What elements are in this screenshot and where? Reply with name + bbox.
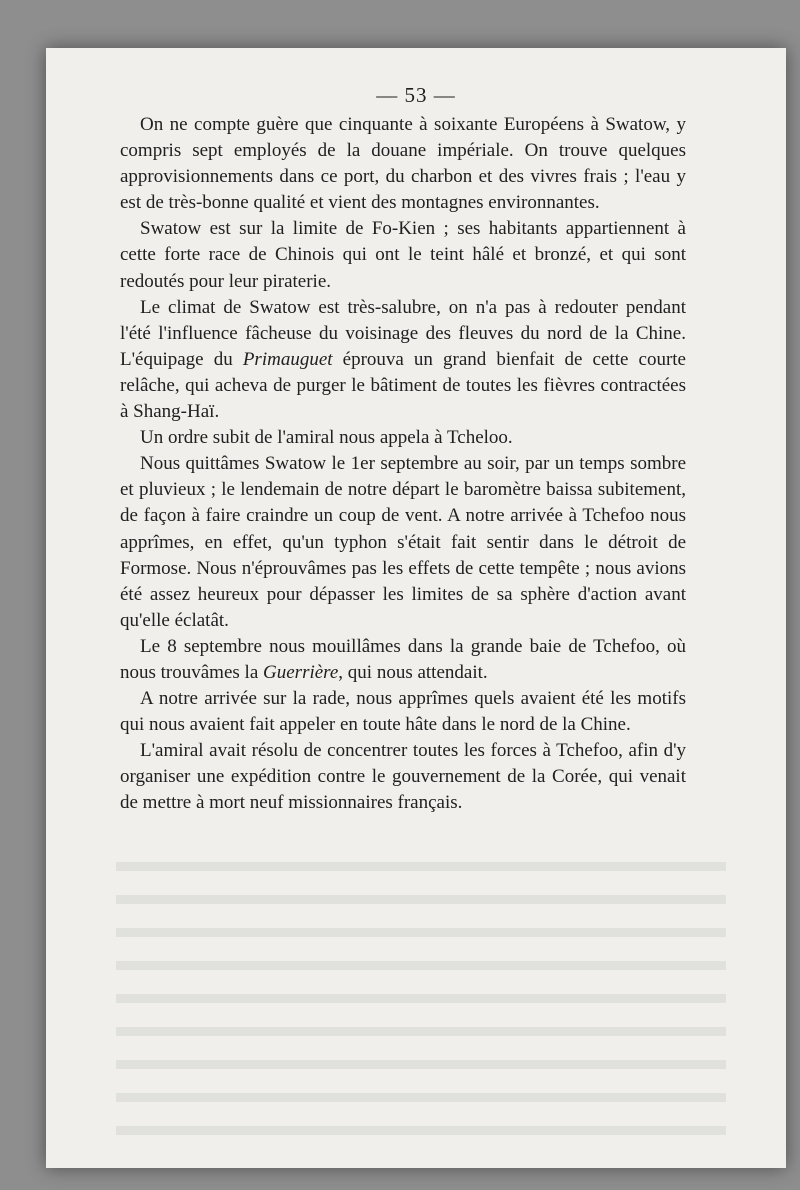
paragraph: L'amiral avait résolu de concentrer toutes les forces à Tchefoo, afin d'y organiser une expédition contre le gouvernement de la Corée, qui venait de mettre à mort neuf missionnaires français. bbox=[120, 740, 686, 814]
page-number: — 53 — bbox=[376, 83, 456, 107]
bleed-through-texture bbox=[116, 838, 726, 1138]
book-page bbox=[46, 48, 786, 1168]
paragraph: A notre arrivée sur la rade, nous apprîmes quels avaient été les motifs qui nous avaient fait appeler en toute hâte dans le nord de la Chine. bbox=[120, 688, 686, 736]
paragraph: Le 8 septembre nous mouillâmes dans la grande baie de Tchefoo, où nous trouvâmes la Guerrière, qui nous attendait. bbox=[120, 635, 686, 683]
paragraph: On ne compte guère que cinquante à soixante Européens à Swatow, y compris sept employés de la douane impériale. On trouve quelques approvisionnements dans ce port, du charbon et des vivres frais ; l'eau y est de très-bonne qualité et vient des montagnes environnantes. bbox=[120, 114, 686, 214]
ship-name: Primauguet bbox=[242, 348, 333, 370]
paragraph: Un ordre subit de l'amiral nous appela à Tcheloo. bbox=[140, 427, 513, 449]
body-text bbox=[120, 112, 686, 817]
paragraph: Le climat de Swatow est très-salubre, on n'a pas à redouter pendant l'été l'influence fâcheuse du voisinage des fleuves du nord de la Chine. L'équipage du Primauguet éprouva un grand bienfait de cette courte relâche, qui acheva de purger le bâtiment de toutes les fièvres contractées à Shang-Haï. bbox=[120, 296, 686, 423]
paragraph: Nous quittâmes Swatow le 1er septembre au soir, par un temps sombre et pluvieux ; le lendemain de notre départ le baromètre baissa subitement, de façon à faire craindre un coup de vent. A notre arrivée à Tchefoo nous apprîmes, en effet, qu'un typhon s'était fait sentir dans le détroit de Formose. Nous n'éprouvâmes pas les effets de cette tempête ; nous avions été assez heureux pour dépasser les limites de sa sphère d'action avant qu'elle éclatât. bbox=[120, 453, 686, 631]
ship-name: Guerrière bbox=[263, 661, 339, 683]
paragraph: Swatow est sur la limite de Fo-Kien ; ses habitants appartiennent à cette forte race de Chinois qui ont le teint hâlé et bronzé, et qui sont redoutés pour leur piraterie. bbox=[120, 218, 686, 292]
